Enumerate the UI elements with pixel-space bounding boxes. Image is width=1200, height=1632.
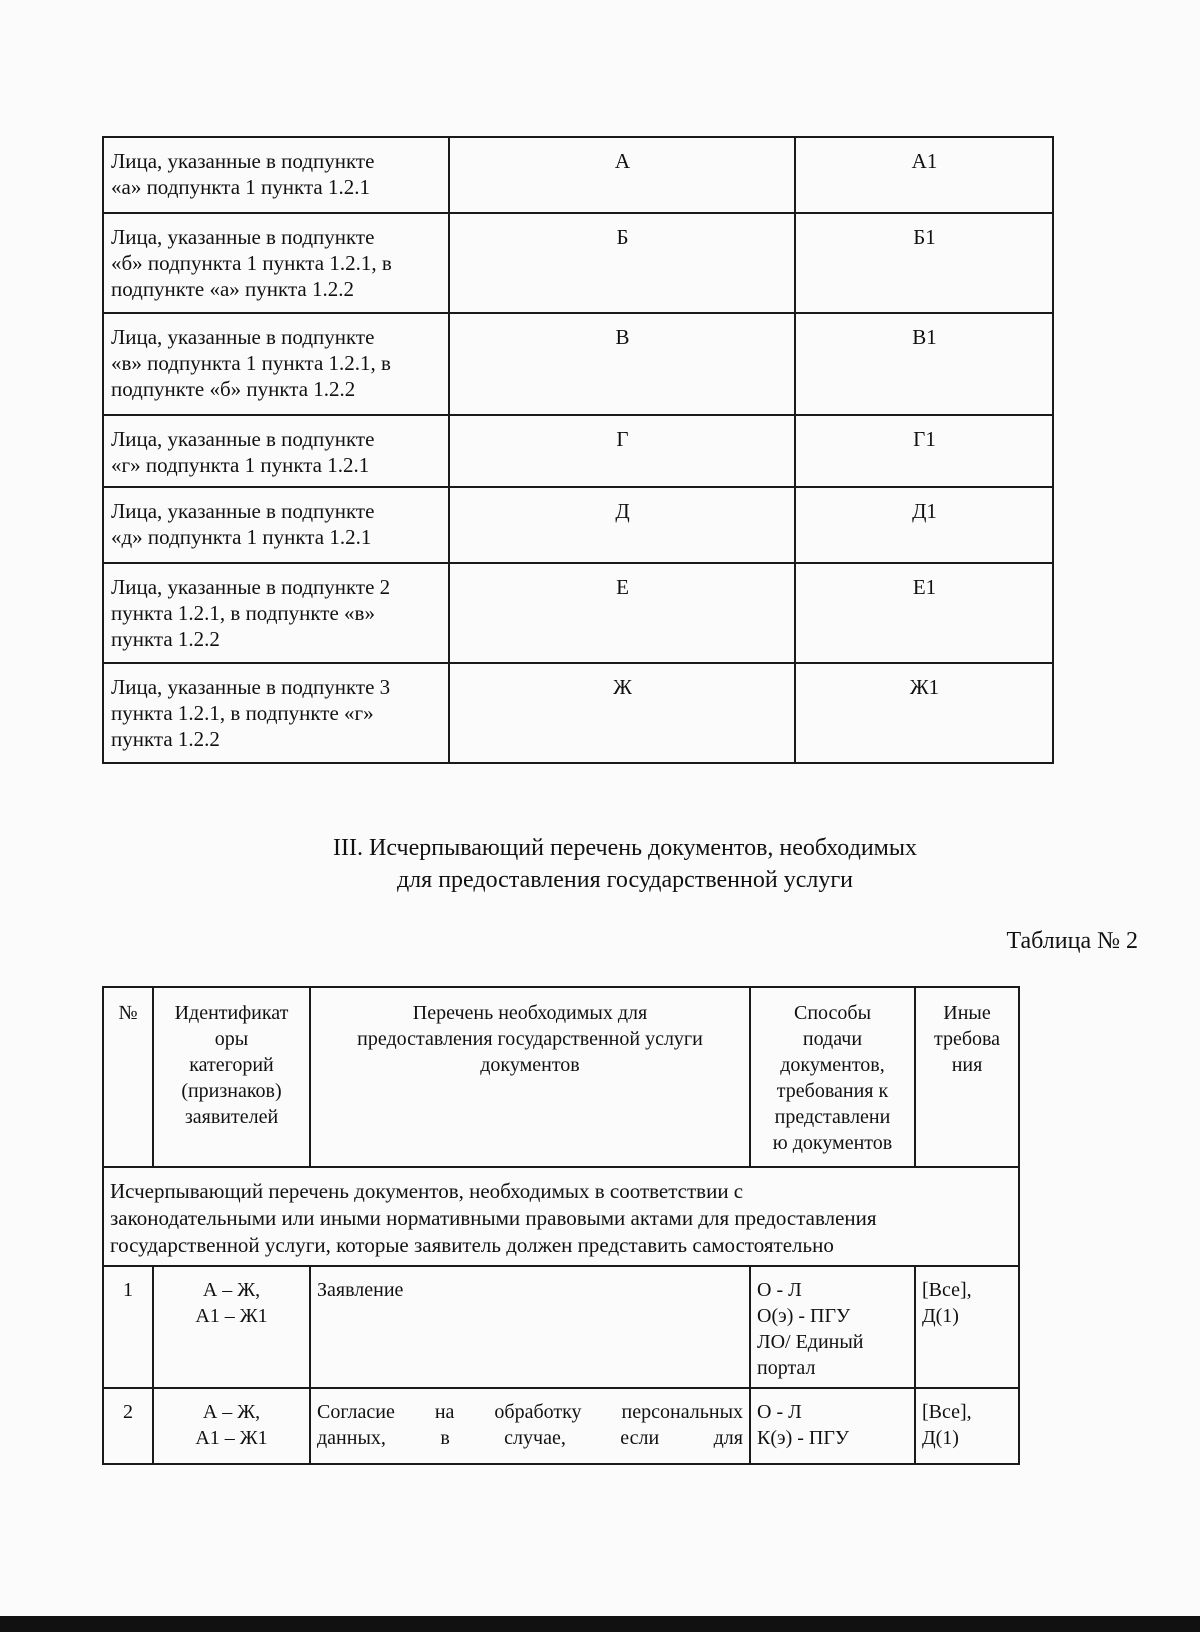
table-label: Таблица № 2: [1006, 928, 1138, 954]
header-applicant-ids: Идентификат оры категорий (признаков) заявителей: [153, 987, 310, 1167]
category-description: Лица, указанные в подпункте «а» подпункта 1 пункта 1.2.1: [103, 137, 449, 213]
table-row: [103, 1266, 1019, 1388]
category-description: Лица, указанные в подпункте «б» подпункта 1 пункта 1.2.1, в подпункте «а» пункта 1.2.2: [103, 213, 449, 313]
category-code-alt: Ж1: [795, 663, 1053, 763]
category-code: Б: [449, 213, 795, 313]
row-applicant-ids: А – Ж, А1 – Ж1: [153, 1388, 310, 1464]
category-description: Лица, указанные в подпункте «д» подпункта 1 пункта 1.2.1: [103, 487, 449, 563]
table-row: [103, 415, 1053, 487]
row-submission-methods: О - Л О(э) - ПГУ ЛО/ Единый портал: [750, 1266, 915, 1388]
category-description: Лица, указанные в подпункте 2 пункта 1.2.1, в подпункте «в» пункта 1.2.2: [103, 563, 449, 663]
row-other-requirements: [Все], Д(1): [915, 1266, 1019, 1388]
category-code: Г: [449, 415, 795, 487]
table-row: [103, 213, 1053, 313]
category-code: Ж: [449, 663, 795, 763]
category-code-alt: Г1: [795, 415, 1053, 487]
category-description: Лица, указанные в подпункте «г» подпункта 1 пункта 1.2.1: [103, 415, 449, 487]
category-code: А: [449, 137, 795, 213]
category-code: Д: [449, 487, 795, 563]
table-row: [103, 487, 1053, 563]
row-other-requirements: [Все], Д(1): [915, 1388, 1019, 1464]
header-documents: Перечень необходимых для предоставления государственной услуги документов: [310, 987, 750, 1167]
row-submission-methods: О - Л К(э) - ПГУ: [750, 1388, 915, 1464]
group-row: [103, 1167, 1019, 1266]
category-code: В: [449, 313, 795, 415]
category-description: Лица, указанные в подпункте 3 пункта 1.2.1, в подпункте «г» пункта 1.2.2: [103, 663, 449, 763]
row-number: 2: [103, 1388, 153, 1464]
category-code-alt: В1: [795, 313, 1053, 415]
category-code: Е: [449, 563, 795, 663]
header-other-requirements: Иные требова ния: [915, 987, 1019, 1167]
category-description: Лица, указанные в подпункте «в» подпункта 1 пункта 1.2.1, в подпункте «б» пункта 1.2.2: [103, 313, 449, 415]
section-heading: III. Исчерпывающий перечень документов, необходимых для предоставления государственной услуги: [333, 835, 917, 893]
table-header-row: [103, 987, 1019, 1167]
category-code-alt: Е1: [795, 563, 1053, 663]
table-row: [103, 563, 1053, 663]
table-row: [103, 137, 1053, 213]
category-code-alt: Б1: [795, 213, 1053, 313]
header-number: №: [103, 987, 153, 1167]
table-row: [103, 663, 1053, 763]
row-document: Заявление: [310, 1266, 750, 1388]
row-applicant-ids: А – Ж, А1 – Ж1: [153, 1266, 310, 1388]
category-code-alt: Д1: [795, 487, 1053, 563]
header-submission-methods: Способы подачи документов, требования к представлени ю документов: [750, 987, 915, 1167]
group-row-text: Исчерпывающий перечень документов, необходимых в соответствии с законодательными или иными нормативными правовыми актами для предоставления государственной услуги, которые заявитель должен представить самостоятельно: [103, 1167, 1019, 1266]
table-row: [103, 1388, 1019, 1464]
row-document: Согласие на обработку персональных данных, в случае, если для: [310, 1388, 750, 1464]
scan-edge-bar: [0, 1616, 1200, 1632]
applicant-categories-table: [102, 136, 1054, 764]
category-code-alt: А1: [795, 137, 1053, 213]
table-row: [103, 313, 1053, 415]
row-number: 1: [103, 1266, 153, 1388]
documents-table: [102, 986, 1020, 1465]
